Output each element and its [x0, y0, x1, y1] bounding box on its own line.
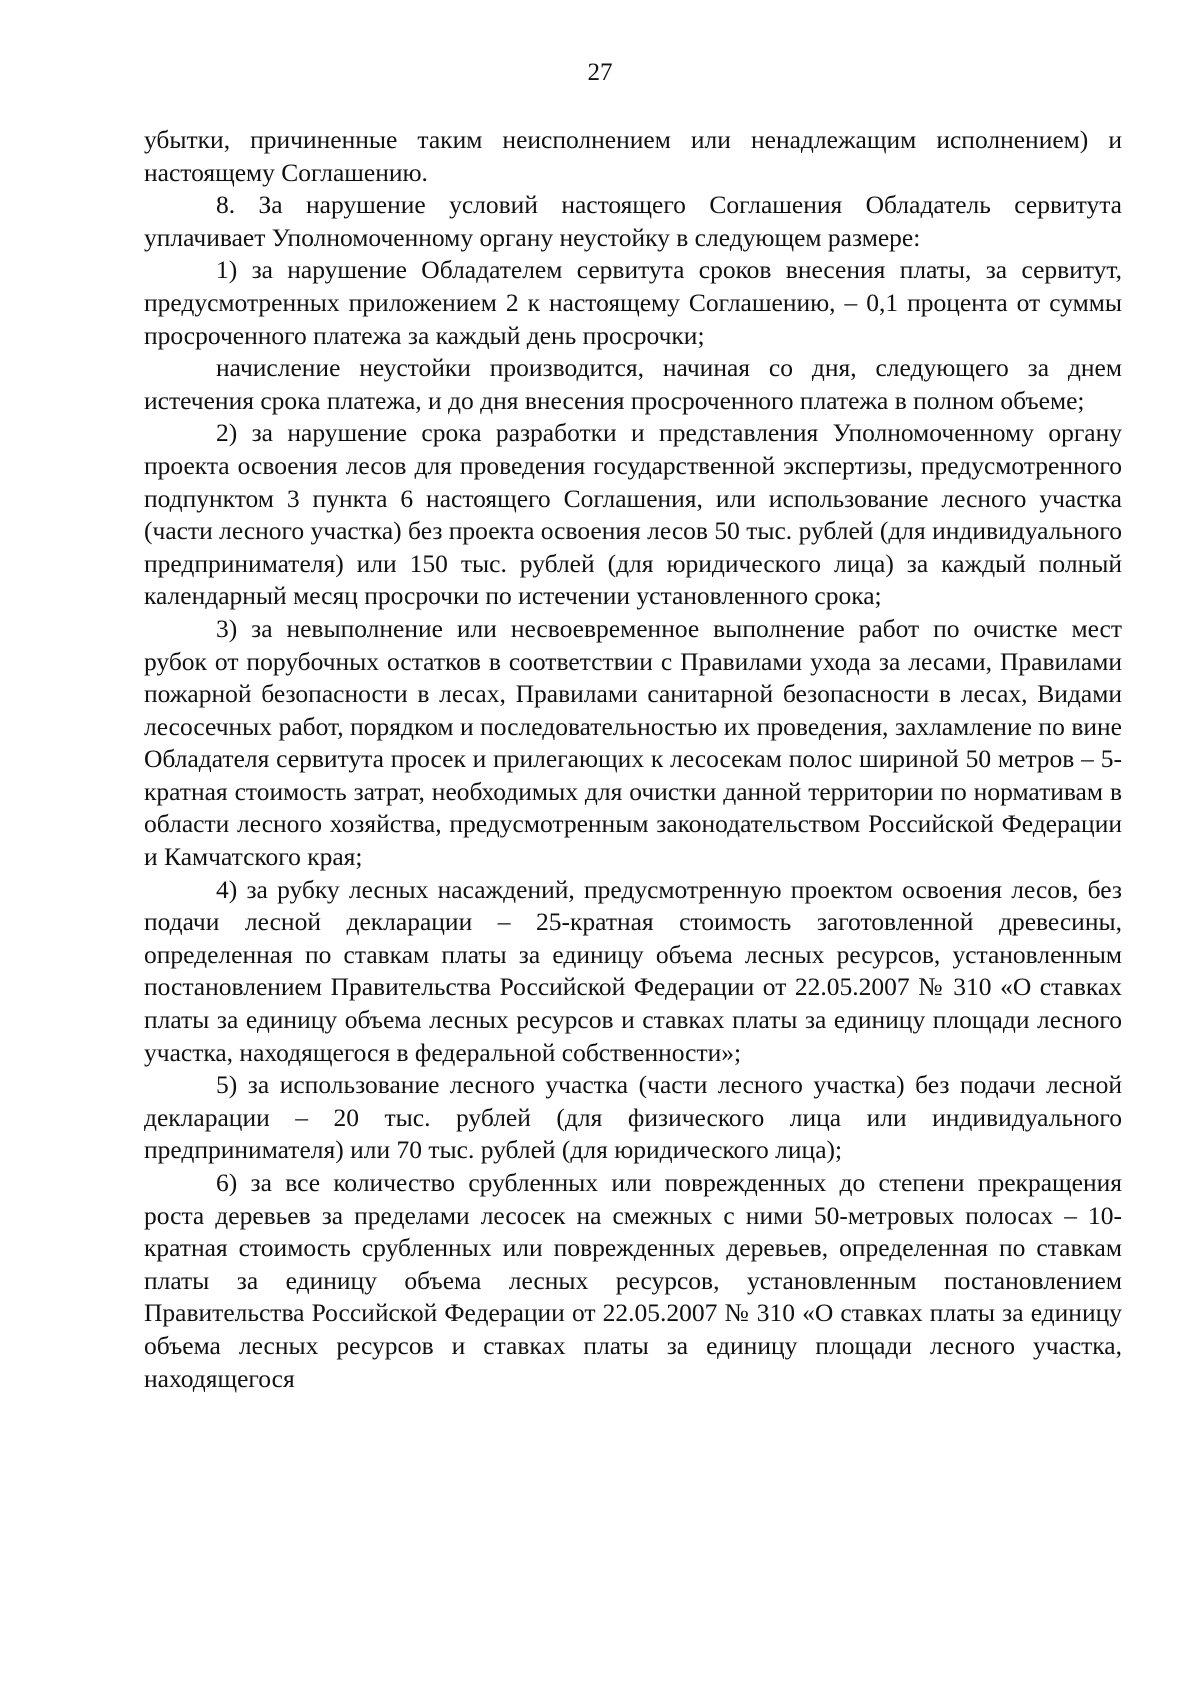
paragraph-item-2: 2) за нарушение срока разработки и представления Уполномоченному органу проекта освоения лесов для проведения государственной экспертизы, предусмотренного подпунктом 3 пункта 6 настоящего Соглашения, или использование лесного участка (части лесного участка) без проекта освоения лесов 50 тыс. рублей (для индивидуального предпринимателя) или 150 тыс. рублей (для юридического лица) за каждый полный календарный месяц просрочки по истечении установленного срока;	[144, 418, 1122, 611]
paragraph-continuation: убытки, причиненные таким неисполнением или ненадлежащим исполнением) и настоящему Соглашению.	[144, 125, 1122, 187]
paragraph-clause-8: 8. За нарушение условий настоящего Соглашения Обладатель сервитута уплачивает Уполномоченному органу неустойку в следующем размере:	[144, 190, 1122, 252]
document-body	[144, 124, 1122, 1395]
paragraph-penalty-accrual: начисление неустойки производится, начиная со дня, следующего за днем истечения срока платежа, и до дня внесения просроченного платежа в полном объеме;	[144, 353, 1122, 415]
paragraph-item-4: 4) за рубку лесных насаждений, предусмотренную проектом освоения лесов, без подачи лесной декларации – 25-кратная стоимость заготовленной древесины, определенная по ставкам платы за единицу объема лесных ресурсов, установленным постановлением Правительства Российской Федерации от 22.05.2007 № 310 «О ставках платы за единицу объема лесных ресурсов и ставках платы за единицу площади лесного участка, находящегося в федеральной собственности»;	[144, 874, 1122, 1067]
paragraph-item-1: 1) за нарушение Обладателем сервитута сроков внесения платы, за сервитут, предусмотренных приложением 2 к настоящему Соглашению, – 0,1 процента от суммы просроченного платежа за каждый день просрочки;	[144, 255, 1122, 350]
page-number: 27	[587, 59, 613, 86]
paragraph-item-3: 3) за невыполнение или несвоевременное выполнение работ по очистке мест рубок от порубочных остатков в соответствии с Правилами ухода за лесами, Правилами пожарной безопасности в лесах, Правилами санитарной безопасности в лесах, Видами лесосечных работ, порядком и последовательностью их проведения, захламление по вине Обладателя сервитута просек и прилегающих к лесосекам полос шириной 50 метров – 5-кратная стоимость затрат, необходимых для очистки данной территории по нормативам в области лесного хозяйства, предусмотренным законодательством Российской Федерации и Камчатского края;	[144, 613, 1122, 872]
paragraph-item-5: 5) за использование лесного участка (части лесного участка) без подачи лесной декларации – 20 тыс. рублей (для физического лица или индивидуального предпринимателя) или 70 тыс. рублей (для юридического лица);	[144, 1070, 1122, 1165]
paragraph-item-6: 6) за все количество срубленных или поврежденных до степени прекращения роста деревьев за пределами лесосек на смежных с ними 50-метровых полосах – 10-кратная стоимость срубленных или поврежденных деревьев, определенная по ставкам платы за единицу объема лесных ресурсов, установленным постановлением Правительства Российской Федерации от 22.05.2007 № 310 «О ставках платы за единицу объема лесных ресурсов и ставках платы за единицу площади лесного участка, находящегося	[144, 1168, 1122, 1393]
